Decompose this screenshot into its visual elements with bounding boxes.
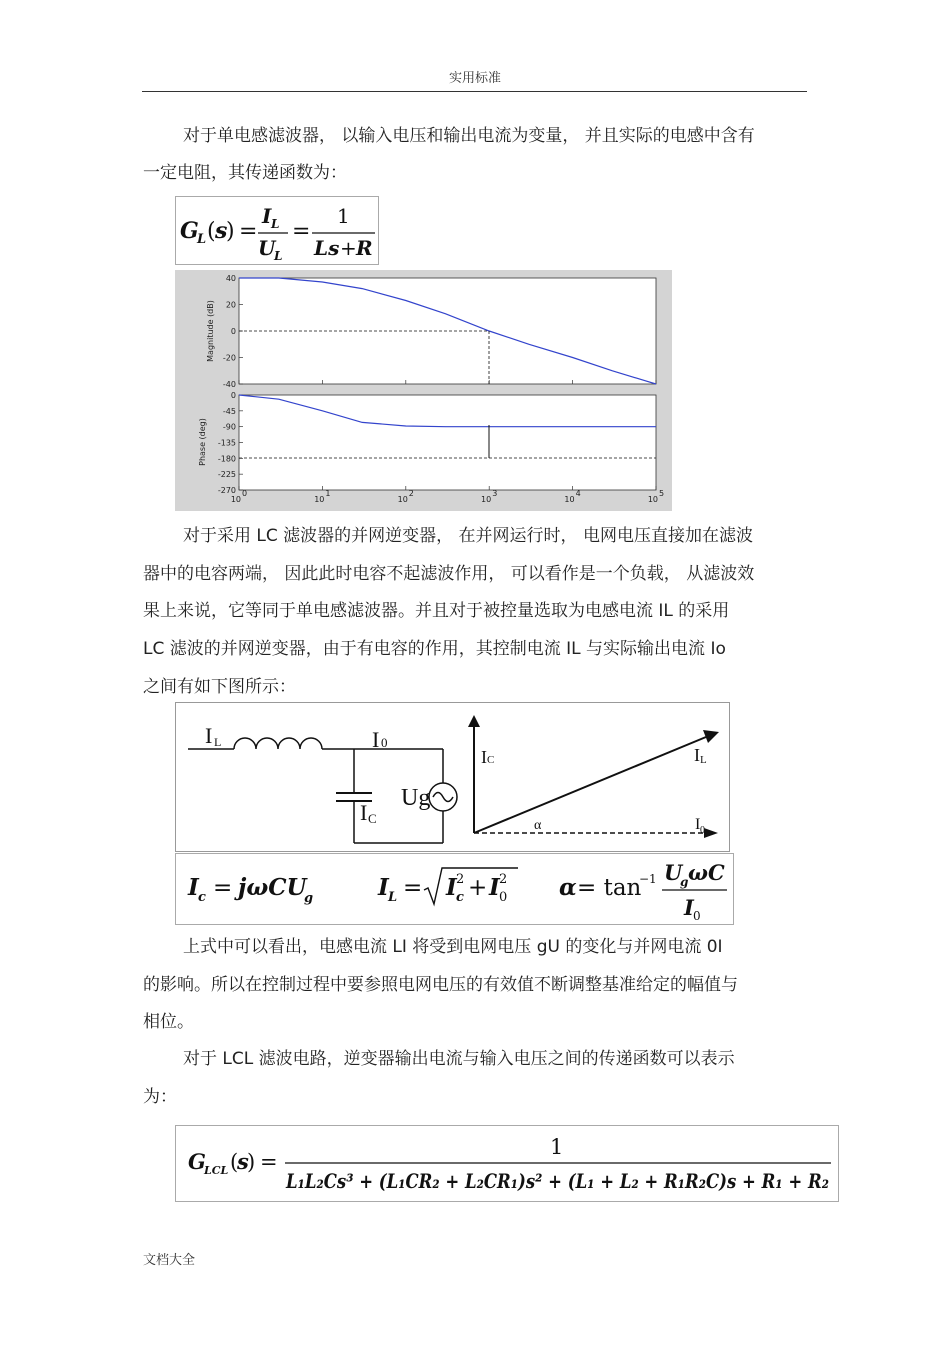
x-tick-label: 10 (230, 495, 241, 504)
paragraph-line: 对于单电感滤波器， 以输入电压和输出电流为变量， 并且实际的电感中含有 (183, 126, 755, 146)
phasor-label-il: I (694, 745, 700, 765)
formula-symbol: LCL (204, 1164, 229, 1177)
formula-symbol: I (684, 895, 694, 920)
formula-symbol: G (180, 218, 199, 244)
phase-tick-label: -90 (222, 422, 236, 432)
formula-symbol: R (356, 236, 373, 260)
x-tick-exponent: 5 (659, 489, 665, 498)
formula-symbol: U (664, 860, 683, 885)
inductor-symbol (234, 738, 322, 749)
formula-symbol: = (260, 1150, 278, 1174)
phase-axes (239, 395, 656, 490)
magnitude-tick-label: -40 (222, 380, 236, 389)
formula-symbol: Ls (314, 236, 340, 260)
x-tick-label: 10 (564, 495, 575, 504)
page-header: 实用标准 (448, 71, 501, 86)
formula-symbol: c (456, 890, 464, 905)
magnitude-tick-label: -20 (222, 353, 236, 363)
formula-currents (175, 853, 734, 925)
x-tick-label: 10 (481, 495, 492, 504)
formula-symbol: 2 (456, 872, 465, 887)
phase-tick-label: -225 (217, 470, 236, 480)
formula-symbol: 0 (499, 890, 508, 905)
magnitude-tick-label: 40 (225, 274, 236, 283)
formula-gl-svg (176, 197, 378, 264)
paragraph-line: 对于 LCL 滤波电路，逆变器输出电流与输入电压之间的传递函数可以表示 (183, 1049, 735, 1069)
paragraph-line: 上式中可以看出，电感电流 LI 将受到电网电压 gU 的变化与并网电流 0I (183, 937, 723, 957)
paragraph-line: 对于采用 LC 滤波器的并网逆变器， 在并网运行时， 电网电压直接加在滤波 (183, 526, 753, 546)
lc-circuit-diagram (175, 702, 730, 852)
formula-symbol: −1 (639, 872, 657, 886)
phasor-il-vector (474, 737, 706, 833)
phase-tick-label: -270 (217, 486, 236, 495)
label-ug: Ug (401, 785, 431, 811)
paragraph-line: 果上来说，它等同于单电感滤波器。并且对于被控量选取为电感电流 IL 的采用 (143, 601, 730, 621)
phase-tick-label: -45 (222, 406, 236, 416)
paragraph-line: 的影响。所以在控制过程中要参照电网电压的有效值不断调整基准给定的幅值与 (143, 975, 738, 995)
label-i0: I (372, 727, 380, 752)
magnitude-ylabel: Magnitude (dB) (206, 300, 215, 362)
magnitude-tick-label: 0 (230, 327, 236, 336)
formula-symbol: + (468, 875, 488, 901)
formula-symbol: ( (230, 1150, 239, 1174)
paragraph-line: LC 滤波的并网逆变器，由于有电容的作用，其控制电流 IL 与实际输出电流 Io (143, 639, 726, 659)
x-tick-label: 10 (397, 495, 408, 504)
paragraph-line: 相位。 (143, 1012, 194, 1032)
formula-symbol: g (304, 891, 314, 906)
formula-symbol: = tan (577, 875, 642, 901)
formula-symbol: = (292, 219, 311, 244)
phasor-label-ic-sub: C (487, 754, 495, 766)
phasor-label-ic: I (481, 747, 487, 767)
formula-symbol: L (274, 249, 283, 263)
formula-symbol: 1 (550, 1135, 564, 1159)
phase-tick-label: -135 (217, 438, 236, 448)
label-ic-sub: C (368, 811, 377, 826)
formula-symbol: G (188, 1149, 206, 1174)
paragraph-line: 为： (143, 1087, 177, 1107)
formula-glcl-svg (176, 1126, 838, 1201)
formula-symbol: ) (226, 219, 235, 244)
paragraph-line: 一定电阻，其传递函数为： (143, 163, 347, 183)
phase-tick-label: -180 (217, 454, 236, 464)
axis-arrowhead (468, 715, 480, 727)
formula-symbol: 1 (337, 204, 350, 228)
formula-symbol: = (239, 219, 258, 244)
formula-symbol: ) (247, 1150, 256, 1174)
x-tick-exponent: 1 (325, 489, 331, 498)
header-divider (142, 91, 807, 92)
label-i0-sub: 0 (381, 735, 388, 750)
page-footer: 文档大全 (143, 1253, 196, 1268)
formula-denominator: L₁L₂Cs³ + (L₁CR₂ + L₂CR₁)s² + (L₁ + L₂ + R₁R₂C)s + R₁ + R₂ (285, 1169, 830, 1193)
phasor-label-i0-sub: 0 (700, 825, 705, 836)
formula-symbol: U (258, 236, 276, 260)
label-il-sub: L (214, 735, 222, 749)
formula-currents-svg (176, 854, 733, 924)
formula-symbol: = (213, 875, 233, 901)
formula-symbol: ωC (688, 860, 725, 885)
formula-symbol: I (446, 874, 457, 901)
formula-symbol: 2 (499, 872, 508, 887)
phasor-label-il-sub: L (700, 754, 707, 766)
label-il: I (205, 723, 213, 748)
i0-arrowhead (704, 828, 718, 838)
x-tick-exponent: 0 (242, 489, 248, 498)
formula-symbol: s (237, 1149, 249, 1174)
x-tick-exponent: 4 (575, 489, 581, 498)
formula-symbol: I (489, 874, 500, 901)
formula-symbol: I (378, 874, 389, 901)
paragraph-line: 器中的电容两端， 因此此时电容不起滤波作用， 可以看作是一个负载， 从滤波效 (143, 564, 755, 584)
x-tick-label: 10 (647, 495, 658, 504)
formula-symbol: = (403, 875, 423, 901)
phasor-label-i0: I (695, 816, 701, 833)
formula-glcl (175, 1125, 839, 1202)
formula-symbol: c (198, 890, 206, 905)
formula-gl (175, 196, 379, 265)
formula-symbol: ( (207, 219, 216, 244)
phase-ylabel: Phase (deg) (198, 418, 207, 466)
formula-symbol: I (188, 874, 199, 901)
formula-symbol: I (262, 204, 272, 228)
label-ic: I (360, 800, 368, 825)
x-tick-exponent: 2 (408, 489, 414, 498)
x-tick-label: 10 (314, 495, 325, 504)
bode-plot-svg (175, 270, 672, 511)
magnitude-tick-label: 20 (225, 300, 236, 310)
x-tick-exponent: 3 (492, 489, 498, 498)
formula-symbol: jωCU (238, 874, 307, 901)
phasor-label-alpha: α (534, 818, 542, 833)
formula-symbol: 0 (693, 909, 701, 923)
formula-symbol: L (388, 890, 398, 905)
formula-symbol: + (340, 236, 357, 260)
paragraph-line: 之间有如下图所示： (143, 677, 296, 697)
bode-plot (175, 270, 672, 511)
lc-circuit-svg (176, 703, 729, 851)
formula-symbol: s (215, 218, 228, 244)
formula-symbol: α (559, 874, 577, 901)
formula-symbol: L (271, 217, 280, 231)
formula-symbol: g (680, 875, 689, 889)
formula-symbol: L (197, 232, 207, 247)
phase-tick-label: 0 (230, 391, 236, 400)
